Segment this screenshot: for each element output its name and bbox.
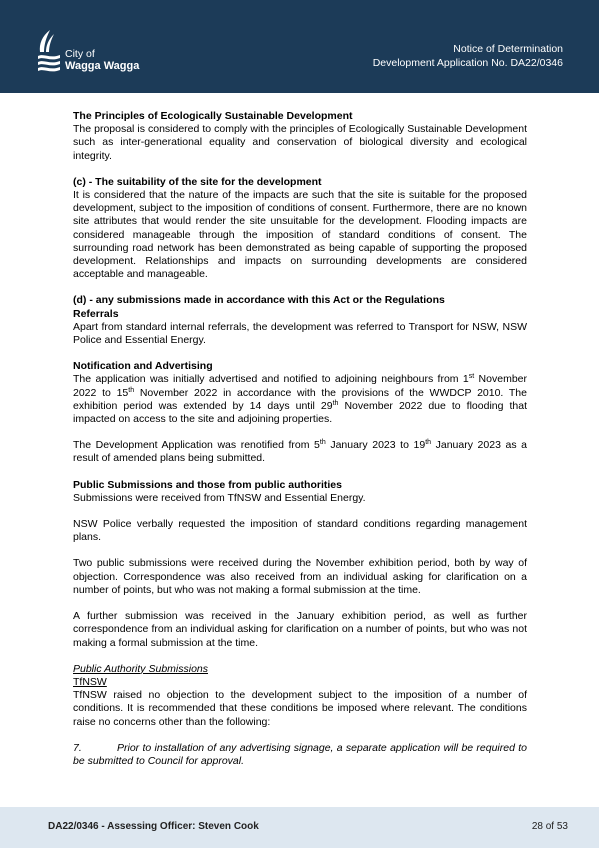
org-line-2: Wagga Wagga — [65, 60, 140, 72]
condition-item — [73, 742, 527, 768]
tfnsw-paragraph: TfNSW raised no objection to the development subject to the imposition of a number of conditions. It is recommended that these conditions be imposed where relevant. The conditions raise no concerns other than the following: — [73, 689, 527, 728]
council-logo — [36, 28, 146, 78]
renotification-paragraph: The Development Application was renotified from 5th January 2023 to 19th January 2023 as a result of amended plans being submitted. — [73, 439, 527, 465]
site-suitability-paragraph: It is considered that the nature of the impacts are such that the site is suitable for the proposed development, subject to the imposition of conditions of consent. Furthermore, there are no known site attributes that would render the site unsuitable for the development. Flooding impacts are considered manageable through the imposition of standard conditions of consent. The surrounding road network has been demonstrated as being capable of supporting the proposed development. Relationships and impacts on surrounding developments are considered acceptable and manageable. — [73, 189, 527, 281]
public-submissions-heading: Public Submissions and those from public authorities — [73, 478, 342, 491]
referrals-heading: Referrals — [73, 307, 119, 320]
tfnsw-heading: TfNSW — [73, 675, 107, 688]
public-authority-heading: Public Authority Submissions — [73, 662, 209, 675]
page-header — [0, 0, 599, 93]
org-line-1: City of — [65, 48, 95, 60]
page-number: 28 of 53 — [531, 821, 568, 832]
doc-subtitle: Development Application No. DA22/0346 — [372, 56, 563, 69]
doc-title: Notice of Determination — [453, 43, 563, 55]
submissions-heading: (d) - any submissions made in accordance with this Act or the Regulations — [73, 294, 445, 307]
two-submissions-paragraph: Two public submissions were received during the November exhibition period, both by way of objection. Correspondence was also received from an individual asking for clarification on a number of points, but who was not making a formal submission at the time. — [73, 557, 527, 596]
page-body — [73, 110, 527, 768]
page-footer — [0, 807, 599, 848]
referrals-paragraph: Apart from standard internal referrals, the development was referred to Transport for NSW, NSW Police and Essential Energy. — [73, 320, 527, 347]
notification-heading: Notification and Advertising — [73, 360, 213, 373]
site-suitability-heading: (c) - The suitability of the site for the development — [73, 175, 322, 188]
notification-paragraph: The application was initially advertised and notified to adjoining neighbours from 1st November 2022 to 15th November 2022 in accordance with the provisions of the WWDCP 2010. The exhibition period was extended by 14 days until 29th November 2022 due to flooding that impacted on access to the site and adjoining properties. — [73, 373, 528, 426]
esd-heading: The Principles of Ecologically Sustainable Development — [73, 110, 353, 122]
condition-text: Prior to installation of any advertising signage, a separate application will be required to be submitted to Council for approval. — [73, 741, 527, 767]
police-paragraph: NSW Police verbally requested the imposition of standard conditions regarding management plans. — [73, 518, 527, 544]
condition-number: 7. — [73, 741, 82, 754]
footer-officer: DA22/0346 - Assessing Officer: Steven Cook — [48, 821, 259, 832]
esd-paragraph: The proposal is considered to comply with the principles of Ecologically Sustainable Development such as inter-generational equality and conservation of biological diversity and ecological integrity. — [73, 123, 527, 162]
wagga-logo-icon — [36, 28, 62, 72]
further-submission-paragraph: A further submission was received in the January exhibition period, as well as further correspondence from an individual asking for clarification on a number of points, but who was not making a formal submission at the time. — [73, 610, 527, 649]
public-submissions-paragraph: Submissions were received from TfNSW and Essential Energy. — [73, 491, 366, 504]
